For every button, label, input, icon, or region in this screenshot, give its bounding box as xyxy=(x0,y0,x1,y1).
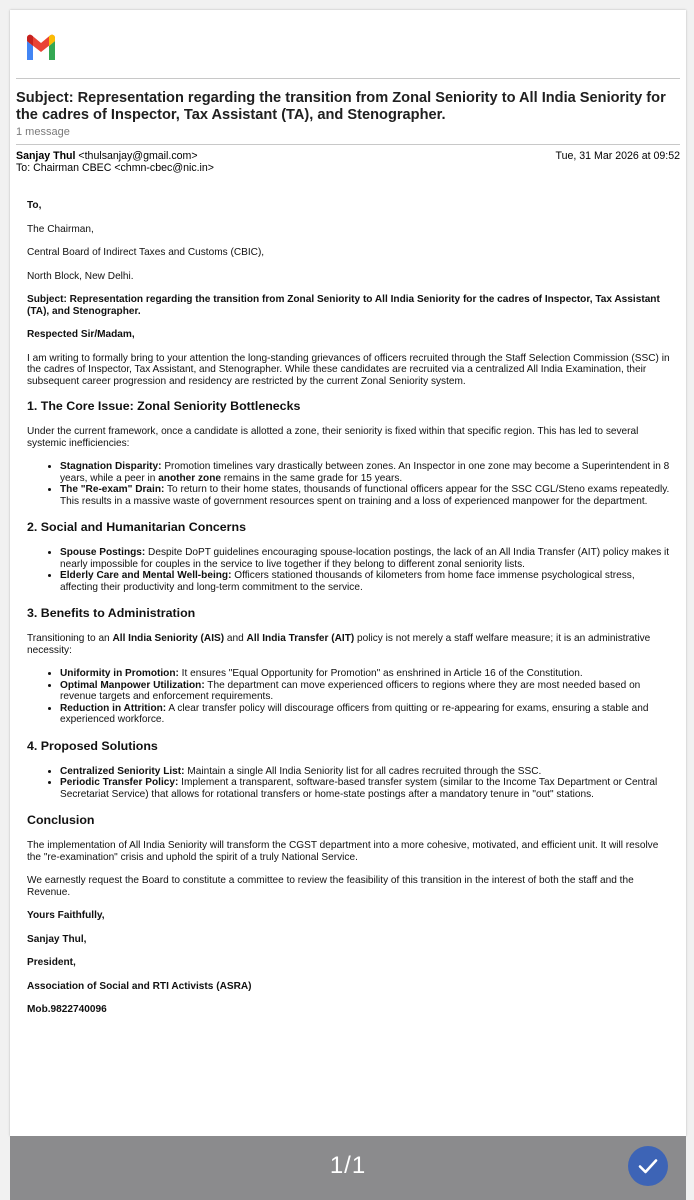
letter-subject: Subject: Representation regarding the transition from Zonal Seniority to All India Seniority for the cadres of Inspector, Tax Assistant (TA), and Stenographer. xyxy=(27,294,660,317)
list-item xyxy=(60,547,673,570)
list-item xyxy=(60,680,673,703)
page-indicator: 1/1 xyxy=(329,1152,367,1179)
signature-org: Association of Social and RTI Activists (ASRA) xyxy=(27,980,252,992)
letter-to: To, xyxy=(27,200,42,211)
section-heading: 1. The Core Issue: Zonal Seniority Bottlenecks xyxy=(27,399,301,413)
para-text: Transitioning to an xyxy=(27,633,113,644)
item-text: A clear transfer policy will discourage officers from quitting or re-appearing for exams, ensuring a stable and experienced workforce. xyxy=(60,702,649,725)
bullet-list xyxy=(27,547,673,593)
section-heading: 3. Benefits to Administration xyxy=(27,606,196,620)
list-item xyxy=(60,766,673,778)
section-heading: 4. Proposed Solutions xyxy=(27,738,158,753)
message-count: 1 message xyxy=(16,126,70,138)
sender-name: Sanjay Thul xyxy=(16,150,76,162)
address-line: North Block, New Delhi. xyxy=(27,270,134,282)
item-emphasis: another zone xyxy=(158,472,221,484)
item-label: Spouse Postings: xyxy=(60,547,146,558)
item-label: Centralized Seniority List: xyxy=(60,765,185,777)
document-page xyxy=(10,10,686,1136)
para-text: policy is not merely a staff welfare measure; it is an administrative necessity: xyxy=(27,633,651,656)
item-text: To return to their home states, thousands of functional officers appear for the SSC CGL/Steno exams repeatedly. This results in a massive waste of government resources spent on training and a loss of experienced manpower for the department. xyxy=(60,484,670,507)
header-divider xyxy=(16,78,680,79)
item-text: Despite DoPT guidelines encouraging spouse-location postings, the lack of an All India Transfer (AIT) policy makes it nearly impossible for couples in the service to live together if they belong to different zonal seniority lists. xyxy=(60,547,670,570)
bullet-list xyxy=(27,461,673,507)
list-item xyxy=(60,703,673,726)
item-text: Maintain a single All India Seniority list for all cadres recruited through the SSC. xyxy=(184,765,542,777)
signature-title: President, xyxy=(27,957,76,968)
checkmark-icon xyxy=(636,1154,660,1178)
subject-divider xyxy=(16,144,680,145)
viewer-bottom-bar xyxy=(10,1136,686,1200)
done-button[interactable] xyxy=(628,1146,668,1186)
recipient-line: To: Chairman CBEC <chmn-cbec@nic.in> xyxy=(16,162,214,174)
item-label: Elderly Care and Mental Well-being: xyxy=(60,570,232,581)
section-paragraph: Under the current framework, once a candidate is allotted a zone, their seniority is fixed within that specific region. This has led to several systemic inefficiencies: xyxy=(27,426,639,449)
signature-name: Sanjay Thul, xyxy=(27,933,87,945)
item-label: Periodic Transfer Policy: xyxy=(60,777,179,788)
letter-body xyxy=(27,200,673,1028)
item-text: It ensures "Equal Opportunity for Promotion" as enshrined in Article 16 of the Constitution. xyxy=(178,668,583,679)
sender-line xyxy=(16,150,198,162)
email-subject: Subject: Representation regarding the transition from Zonal Seniority to All India Seniority for the cadres of Inspector, Tax Assistant (TA), and Stenographer. xyxy=(16,90,666,123)
list-item xyxy=(60,570,673,593)
bullet-list xyxy=(27,766,673,801)
item-text: The department can move experienced officers to regions where they are most needed based on revenue targets and enforcement requirements. xyxy=(60,679,641,702)
signature-mobile: Mob.9822740096 xyxy=(27,1004,107,1015)
section-paragraph xyxy=(27,633,673,656)
sender-email: <thulsanjay@gmail.com> xyxy=(78,150,198,162)
closing: Yours Faithfully, xyxy=(27,910,105,921)
para-emphasis: All India Transfer (AIT) xyxy=(246,633,355,644)
conclusion-paragraph: The implementation of All India Seniority will transform the CGST department into a more cohesive, motivated, and efficient unit. It will resolve the "re-examination" crisis and uphold the spirit of a truly National Service. xyxy=(27,840,659,863)
item-label: Stagnation Disparity: xyxy=(60,461,162,472)
intro-paragraph: I am writing to formally bring to your attention the long-standing grievances of officers recruited through the Staff Selection Commission (SSC) in the cadres of Inspector, Tax Assistant, and Stenographer. While these candidates are recruited via a centralized All India Examination, their subsequent career progression and residency are restricted by the current Zonal Seniority system. xyxy=(27,352,670,387)
item-text: Officers stationed thousands of kilometers from home face immense psychological stress, affecting their productivity and long-term commitment to the service. xyxy=(60,570,635,593)
section-heading: 2. Social and Humanitarian Concerns xyxy=(27,520,246,534)
item-text: remains in the same grade for 15 years. xyxy=(221,472,403,484)
list-item xyxy=(60,668,673,680)
item-label: Reduction in Attrition: xyxy=(60,702,167,714)
item-label: Uniformity in Promotion: xyxy=(60,668,179,679)
item-text: Implement a transparent, software-based transfer system (similar to the Income Tax Department or Central Secretariat Service) that allows for rotational transfers or home-state postings after a mandatory tenure in "out" stations. xyxy=(60,777,658,800)
salutation: Respected Sir/Madam, xyxy=(27,329,135,340)
para-emphasis: All India Seniority (AIS) xyxy=(112,633,225,644)
email-date: Tue, 31 Mar 2026 at 09:52 xyxy=(555,150,680,162)
section-heading: Conclusion xyxy=(27,813,95,827)
item-label: Optimal Manpower Utilization: xyxy=(60,679,205,691)
gmail-logo-icon xyxy=(24,34,58,62)
address-line: The Chairman, xyxy=(27,223,94,235)
bullet-list xyxy=(27,668,673,726)
list-item xyxy=(60,461,673,484)
item-label: The "Re-exam" Drain: xyxy=(60,484,165,495)
conclusion-paragraph: We earnestly request the Board to constitute a committee to review the feasibility of this transition in the interest of both the staff and the Revenue. xyxy=(27,875,634,898)
list-item xyxy=(60,484,673,507)
address-line: Central Board of Indirect Taxes and Customs (CBIC), xyxy=(27,247,265,258)
item-text: Promotion timelines vary drastically between zones. An Inspector in one zone may become a Superintendent in 8 years, while a peer in xyxy=(60,461,670,484)
list-item xyxy=(60,777,673,800)
para-text: and xyxy=(224,633,247,644)
